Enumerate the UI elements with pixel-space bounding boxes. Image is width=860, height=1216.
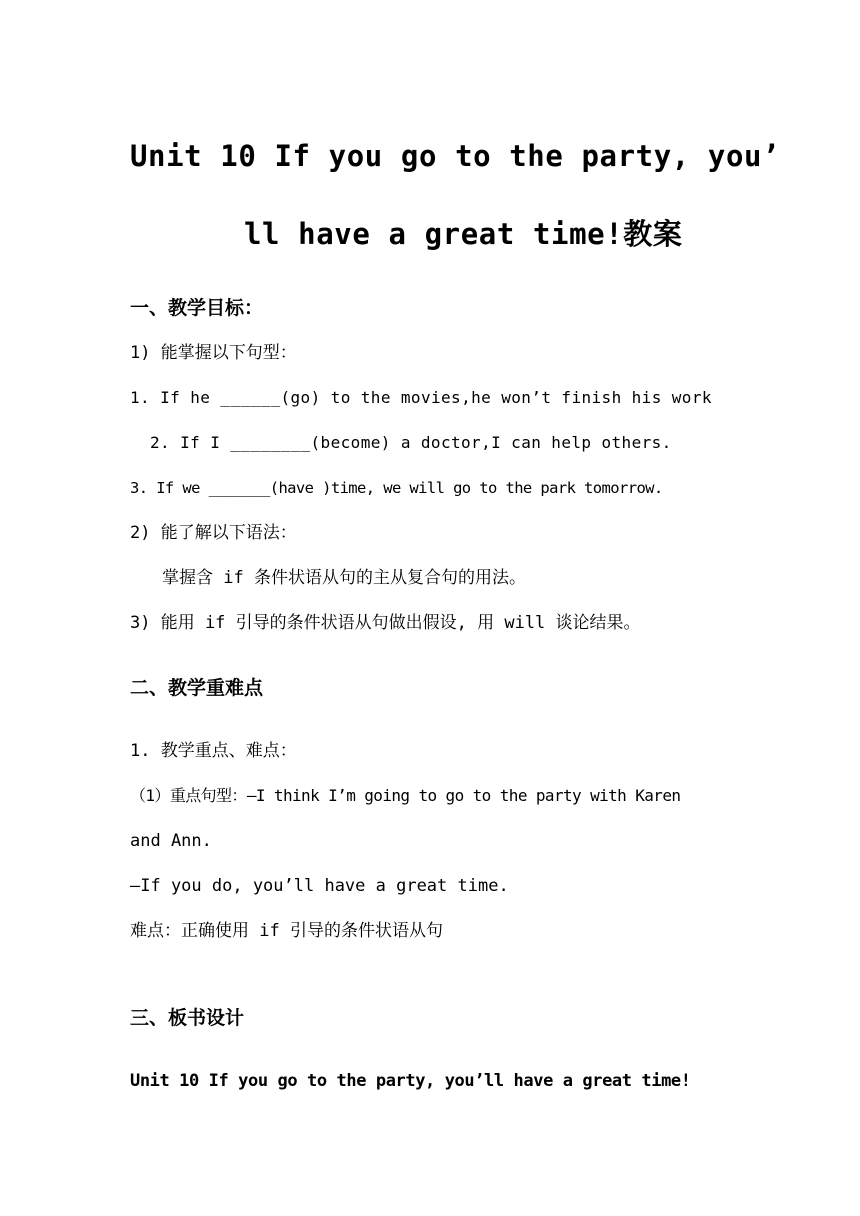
- section-1-heading: 一、教学目标：: [130, 297, 264, 319]
- exercise-sentence-3: 3. If we _______(have )time, we will go to the park tomorrow.: [130, 479, 663, 497]
- exercise-sentence-2: 2. If I ________(become) a doctor,I can help others.: [150, 433, 672, 452]
- exercise-sentence-1: 1. If he ______(go) to the movies,he won’t finish his work: [130, 388, 712, 407]
- board-design-title: Unit 10 If you go to the party, you’ll have a great time!: [130, 1071, 691, 1091]
- key-sentence-line-2: and Ann.: [130, 831, 212, 851]
- section-2-heading: 二、教学重难点: [130, 677, 264, 699]
- section-3-heading: 三、板书设计: [130, 1007, 245, 1029]
- key-sentence-line-3: —If you do, you’ll have a great time.: [130, 876, 509, 896]
- goal-3: 3) 能用 if 引导的条件状语从句做出假设, 用 will 谈论结果。: [130, 613, 641, 633]
- key-points-subheading: 1. 教学重点、难点：: [130, 741, 297, 761]
- document-title-line-2: ll have a great time!教案: [244, 217, 683, 251]
- goal-2: 2) 能了解以下语法：: [130, 523, 297, 543]
- key-sentence-line-1: （1）重点句型：—I think I’m going to go to the party with Karen: [130, 786, 681, 805]
- document-title-line-1: Unit 10 If you go to the party, you’: [130, 139, 781, 173]
- grammar-point: 掌握含 if 条件状语从句的主从复合句的用法。: [162, 568, 526, 588]
- difficulty: 难点：正确使用 if 引导的条件状语从句: [130, 921, 443, 941]
- goal-1: 1) 能掌握以下句型：: [130, 343, 297, 363]
